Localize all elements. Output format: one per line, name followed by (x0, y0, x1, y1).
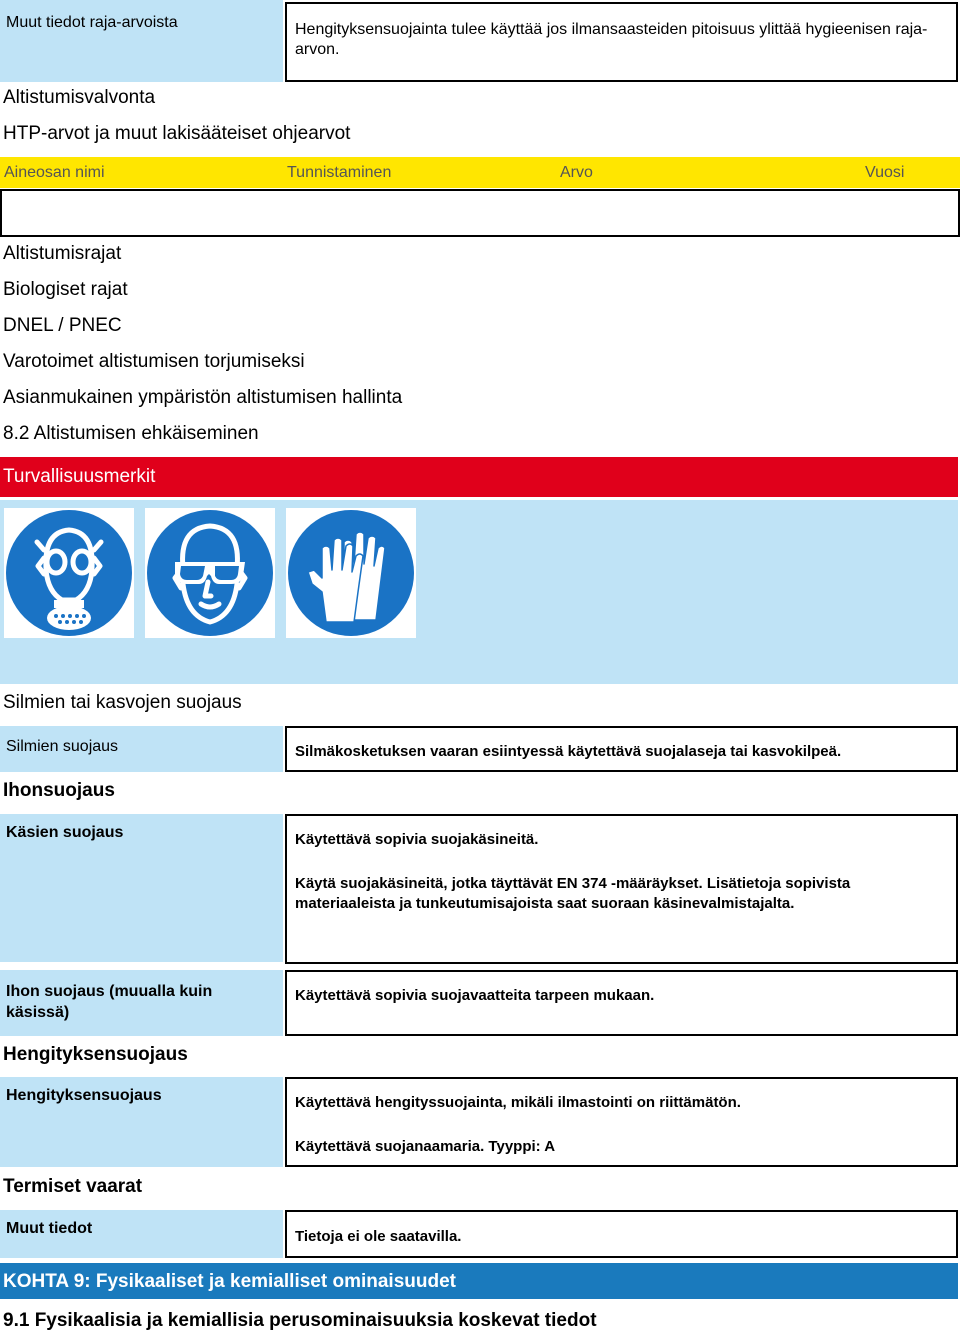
other-limits-value: Hengityksensuojainta tulee käyttää jos ilmansaasteiden pitoisuus ylittää hygieenisen raja-arvon. (285, 2, 958, 82)
precautions-heading: Varotoimet altistumisen torjumiseksi (3, 351, 305, 372)
safety-signs-panel (0, 500, 958, 684)
body-protection-value: Käytettävä sopivia suojavaatteita tarpeen mukaan. (285, 970, 958, 1036)
safety-goggles-icon (145, 508, 275, 638)
hand-protection-text-1: Käytettävä sopivia suojakäsineitä. (295, 831, 539, 848)
respiratory-text-1: Käytettävä hengityssuojainta, mikäli ilmastointi on riittämätön. (295, 1094, 741, 1111)
biological-limits-heading: Biologiset rajat (3, 279, 128, 300)
col-header-identification: Tunnistaminen (287, 164, 392, 181)
gas-mask-icon (4, 508, 134, 638)
respiratory-protection-value-box (285, 1077, 958, 1167)
htp-title: HTP-arvot ja muut lakisääteiset ohjearvot (3, 123, 351, 144)
limits-table-header (0, 157, 960, 188)
body-protection-label: Ihon suojaus (muualla kuin käsissä) (0, 970, 283, 1036)
eye-face-protection-heading: Silmien tai kasvojen suojaus (3, 692, 242, 713)
col-header-value: Arvo (560, 164, 593, 181)
col-header-year: Vuosi (865, 164, 905, 181)
exposure-title: Altistumisvalvonta (3, 87, 156, 108)
environmental-exposure-heading: Asianmukainen ympäristön altistumisen hallinta (3, 387, 403, 408)
limits-table-empty-row (0, 189, 960, 237)
gloves-icon (286, 508, 416, 638)
section9-subtitle: 9.1 Fysikaalisia ja kemiallisia perusominaisuuksia koskevat tiedot (3, 1310, 597, 1331)
respiratory-protection-heading: Hengityksensuojaus (3, 1044, 188, 1065)
skin-protection-heading: Ihonsuojaus (3, 780, 115, 801)
hand-protection-value-box (285, 814, 958, 964)
respiratory-text-2: Käytettävä suojanaamaria. Tyyppi: A (295, 1138, 556, 1155)
respiratory-protection-label: Hengityksensuojaus (0, 1077, 283, 1167)
safety-signs-title: Turvallisuusmerkit (3, 466, 156, 487)
hand-protection-label: Käsien suojaus (0, 814, 283, 962)
hand-protection-text-2: Käytä suojakäsineitä, jotka täyttävät EN 374 -määräykset. Lisätietoja sopivista materiaaleista ja tunkeutumisajoista saat suoraan käsinevalmistajalta. (295, 875, 851, 912)
eye-protection-value: Silmäkosketuksen vaaran esiintyessä käytettävä suojalaseja tai kasvokilpeä. (285, 726, 958, 772)
exposure-prevention-heading: 8.2 Altistumisen ehkäiseminen (3, 423, 259, 444)
exposure-limits-heading: Altistumisrajat (3, 243, 122, 264)
thermal-other-label: Muut tiedot (0, 1210, 283, 1258)
col-header-name: Aineosan nimi (4, 164, 105, 181)
other-limits-label: Muut tiedot raja-arvoista (0, 0, 283, 82)
eye-protection-label: Silmien suojaus (0, 726, 283, 772)
dnel-pnec-heading: DNEL / PNEC (3, 315, 122, 336)
section9-title: KOHTA 9: Fysikaaliset ja kemialliset ominaisuudet (3, 1271, 456, 1292)
thermal-other-value: Tietoja ei ole saatavilla. (285, 1210, 958, 1258)
thermal-hazards-heading: Termiset vaarat (3, 1176, 143, 1197)
